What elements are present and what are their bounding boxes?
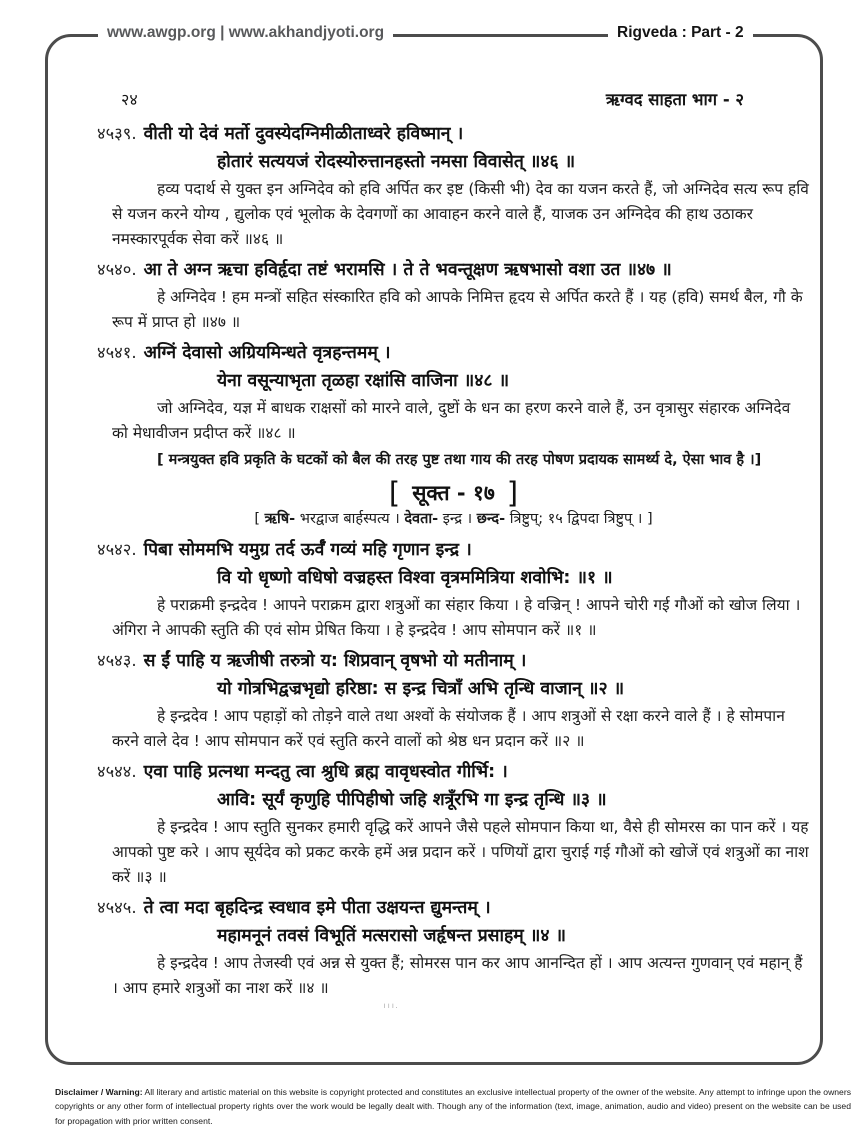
mantra-line bbox=[97, 922, 810, 950]
book-title: ऋग्वद साहता भाग - २ bbox=[605, 90, 744, 109]
mantra-line bbox=[97, 148, 810, 176]
mantra-line bbox=[97, 647, 810, 675]
mantra-line bbox=[97, 564, 810, 592]
verse-number: ४५४५. bbox=[97, 898, 137, 917]
book-header bbox=[97, 87, 810, 110]
sukta-title-text: सूक्त - १७ bbox=[412, 481, 495, 505]
verse-number: ४५४२. bbox=[97, 540, 137, 559]
verse-note: [ मन्त्रयुक्त हवि प्रकृति के घटकों को बैल की तरह पुष्ट तथा गाय की तरह पोषण प्रदायक सामर्थ्य दे, ऐसा भाव है ।] bbox=[157, 452, 762, 468]
meta-value: [ bbox=[254, 511, 265, 527]
mantra-line bbox=[97, 758, 810, 786]
sukta-open-bracket: [ bbox=[388, 476, 401, 510]
meta-label: देवता- bbox=[404, 511, 439, 527]
page-number: २४ bbox=[121, 90, 138, 109]
mantra-text: अग्निं देवासो अग्रियमिन्धते वृत्रहन्तमम् । bbox=[143, 343, 391, 363]
meta-value: भरद्वाज बार्हस्पत्य । bbox=[295, 511, 405, 527]
verses-bottom bbox=[97, 536, 810, 1001]
mantra-line bbox=[97, 120, 810, 148]
verse-number: ४५४१. bbox=[97, 343, 137, 362]
verse-block bbox=[97, 647, 810, 754]
mantra-line bbox=[97, 367, 810, 395]
mantra-text: होतारं सत्ययजं रोदस्योरुत्तानहस्तो नमसा विवासेत् ॥४६ ॥ bbox=[217, 152, 576, 172]
verses-top bbox=[97, 120, 810, 470]
disclaimer-body: All literary and artistic material on this website is copyright protected and constitutes an exclusive intellectual property of the owner of the website. Any attempt to infringe upon the owners copyrights or any other form of intellectual property rights over the work would be legally dealt with. Though any of the information (text, image, animation, audio and video) present on the website can be used for propagation with prior written consent. bbox=[55, 1086, 851, 1126]
mantra-text: यो गोत्रभिद्वज्रभृद्यो हरिष्ठा: स इन्द्र चित्राँ अभि तृन्धि वाजान् ॥२ ॥ bbox=[217, 679, 625, 699]
mantra-text: येना वसून्याभृता तृळहा रक्षांसि वाजिना ॥४८ ॥ bbox=[217, 371, 510, 391]
mantra-line bbox=[97, 786, 810, 814]
mantra-text: आ ते अग्न ऋचा हविर्हृदा तष्टं भरामसि । ते ते भवन्तूक्षण ऋषभासो वशा उत ॥४७ ॥ bbox=[143, 260, 672, 280]
mantra-text: ते त्वा मदा बृहदिन्द्र स्वधाव इमे पीता उक्षयन्त द्युमन्तम् । bbox=[143, 898, 491, 918]
meta-value: त्रिष्टुप्; १५ द्विपदा त्रिष्टुप् । ] bbox=[505, 511, 653, 527]
mantra-line bbox=[97, 339, 810, 367]
mantra-text: महामनूनं तवसं विभूतिं मत्सरासो जर्हृषन्त प्रसाहम् ॥४ ॥ bbox=[217, 926, 567, 946]
verse-translation: हे इन्द्रदेव ! आप स्तुति सुनकर हमारी वृद्धि करें आपने जैसे पहले सोमपान किया था, वैसे ही सोमरस का पान करें । यह आपको पुष्ट करे । आप सूर्यदेव को प्रकट करके हमें अन्न प्रदान करें । पणियों द्वारा चुराई गई गौओं को खोजें एवं शत्रुओं का नाश करें ॥३ ॥ bbox=[112, 818, 809, 886]
verse-number: ४५३९. bbox=[97, 124, 137, 143]
mantra-text: एवा पाहि प्रत्नथा मन्दतु त्वा श्रुधि ब्रह्म वावृधस्वोत गीर्भि: । bbox=[143, 762, 508, 782]
scan-artifact-mark: ।।।. bbox=[383, 1002, 400, 1010]
mantra-line bbox=[97, 675, 810, 703]
verse-block bbox=[97, 339, 810, 470]
verse-number: ४५४३. bbox=[97, 651, 137, 670]
verse-translation: हे इन्द्रदेव ! आप पहाड़ों को तोड़ने वाले तथा अश्वों के संयोजक हैं । आप शत्रुओं से रक्षा करने वाले हैं । हे सोमपान करने वाले देव ! आप सोमपान करें एवं स्तुति करने वालों को श्रेष्ठ धन प्रदान करें ॥२ ॥ bbox=[112, 707, 785, 750]
mantra-line bbox=[97, 894, 810, 922]
verse-translation: जो अग्निदेव, यज्ञ में बाधक राक्षसों को मारने वाले, दुष्टों के धन का हरण करने वाले हैं, उन वृत्रासुर संहारक अग्निदेव को मेधावीजन प्रदीप्त करें ॥४८ ॥ bbox=[112, 399, 791, 442]
verse-block bbox=[97, 536, 810, 643]
verse-block bbox=[97, 256, 810, 335]
page-border-frame bbox=[45, 34, 823, 1065]
meta-label: ऋषि- bbox=[264, 511, 296, 527]
mantra-text: वि यो धृष्णो वधिषो वज्रहस्त विश्वा वृत्रममित्रिया शवोभि: ॥१ ॥ bbox=[217, 568, 613, 588]
mantra-text: पिबा सोममभि यमुग्र तर्द ऊर्वँ गव्यं महि गृणान इन्द्र । bbox=[143, 540, 472, 560]
mantra-line bbox=[97, 536, 810, 564]
verse-translation: हे अग्निदेव ! हम मन्त्रों सहित संस्कारित हवि को आपके निमित्त हृदय से अर्पित करते हैं । यह (हवि) समर्थ बैल, गौ के रूप में प्राप्त हो ॥४७ ॥ bbox=[112, 288, 803, 331]
meta-value: इन्द्र । bbox=[438, 511, 477, 527]
website-urls-label: www.awgp.org | www.akhandjyoti.org bbox=[98, 24, 393, 42]
verse-block bbox=[97, 758, 810, 890]
mantra-text: वीती यो देवं मर्तो दुवस्येदग्निमीळीताध्वरे हविष्मान् । bbox=[143, 124, 464, 144]
disclaimer-label: Disclaimer / Warning: bbox=[55, 1086, 143, 1097]
mantra-text: स ईं पाहि य ऋजीषी तरुत्रो य: शिप्रवान् वृषभो यो मतीनाम् । bbox=[143, 651, 527, 671]
verse-number: ४५४४. bbox=[97, 762, 137, 781]
verse-translation: हे पराक्रमी इन्द्रदेव ! आपने पराक्रम द्वारा शत्रुओं का संहार किया । हे वज्रिन् ! आपने चोरी गई गौओं को खोज लिया । अंगिरा ने आपकी स्तुति की एवं सोम प्रेषित किया । हे इन्द्रदेव ! आप सोमपान करें ॥१ ॥ bbox=[112, 596, 801, 639]
sukta-heading bbox=[97, 478, 810, 508]
sukta-meta-line bbox=[97, 510, 810, 528]
sukta-close-bracket: ] bbox=[506, 476, 519, 510]
verse-block bbox=[97, 894, 810, 1001]
verse-translation: हव्य पदार्थ से युक्त इन अग्निदेव को हवि अर्पित कर इष्ट (किसी भी) देव का यजन करते हैं, जो अग्निदेव सत्य रूप हवि से यजन करने योग्य , द्युलोक एवं भूलोक के देवगणों का आवाहन करने वाले हैं, याजक उन अग्निदेव की हाथ उठाकर नमस्कारपूर्वक सेवा करें ॥४६ ॥ bbox=[112, 180, 809, 248]
meta-label: छन्द- bbox=[476, 511, 506, 527]
disclaimer-text bbox=[55, 1085, 851, 1128]
mantra-line bbox=[97, 256, 810, 284]
verse-number: ४५४०. bbox=[97, 260, 137, 279]
verse-block bbox=[97, 120, 810, 252]
verse-translation: हे इन्द्रदेव ! आप तेजस्वी एवं अन्न से युक्त हैं; सोमरस पान कर आप आनन्दित हों । आप अत्यन्त गुणवान् एवं महान् हैं । आप हमारे शत्रुओं का नाश करें ॥४ ॥ bbox=[112, 954, 803, 997]
mantra-text: आवि: सूर्यं कृणुहि पीपिहीषो जहि शत्रूँरभि गा इन्द्र तृन्धि ॥३ ॥ bbox=[217, 790, 607, 810]
book-part-label: Rigveda : Part - 2 bbox=[608, 24, 753, 42]
page-content bbox=[48, 87, 820, 1001]
